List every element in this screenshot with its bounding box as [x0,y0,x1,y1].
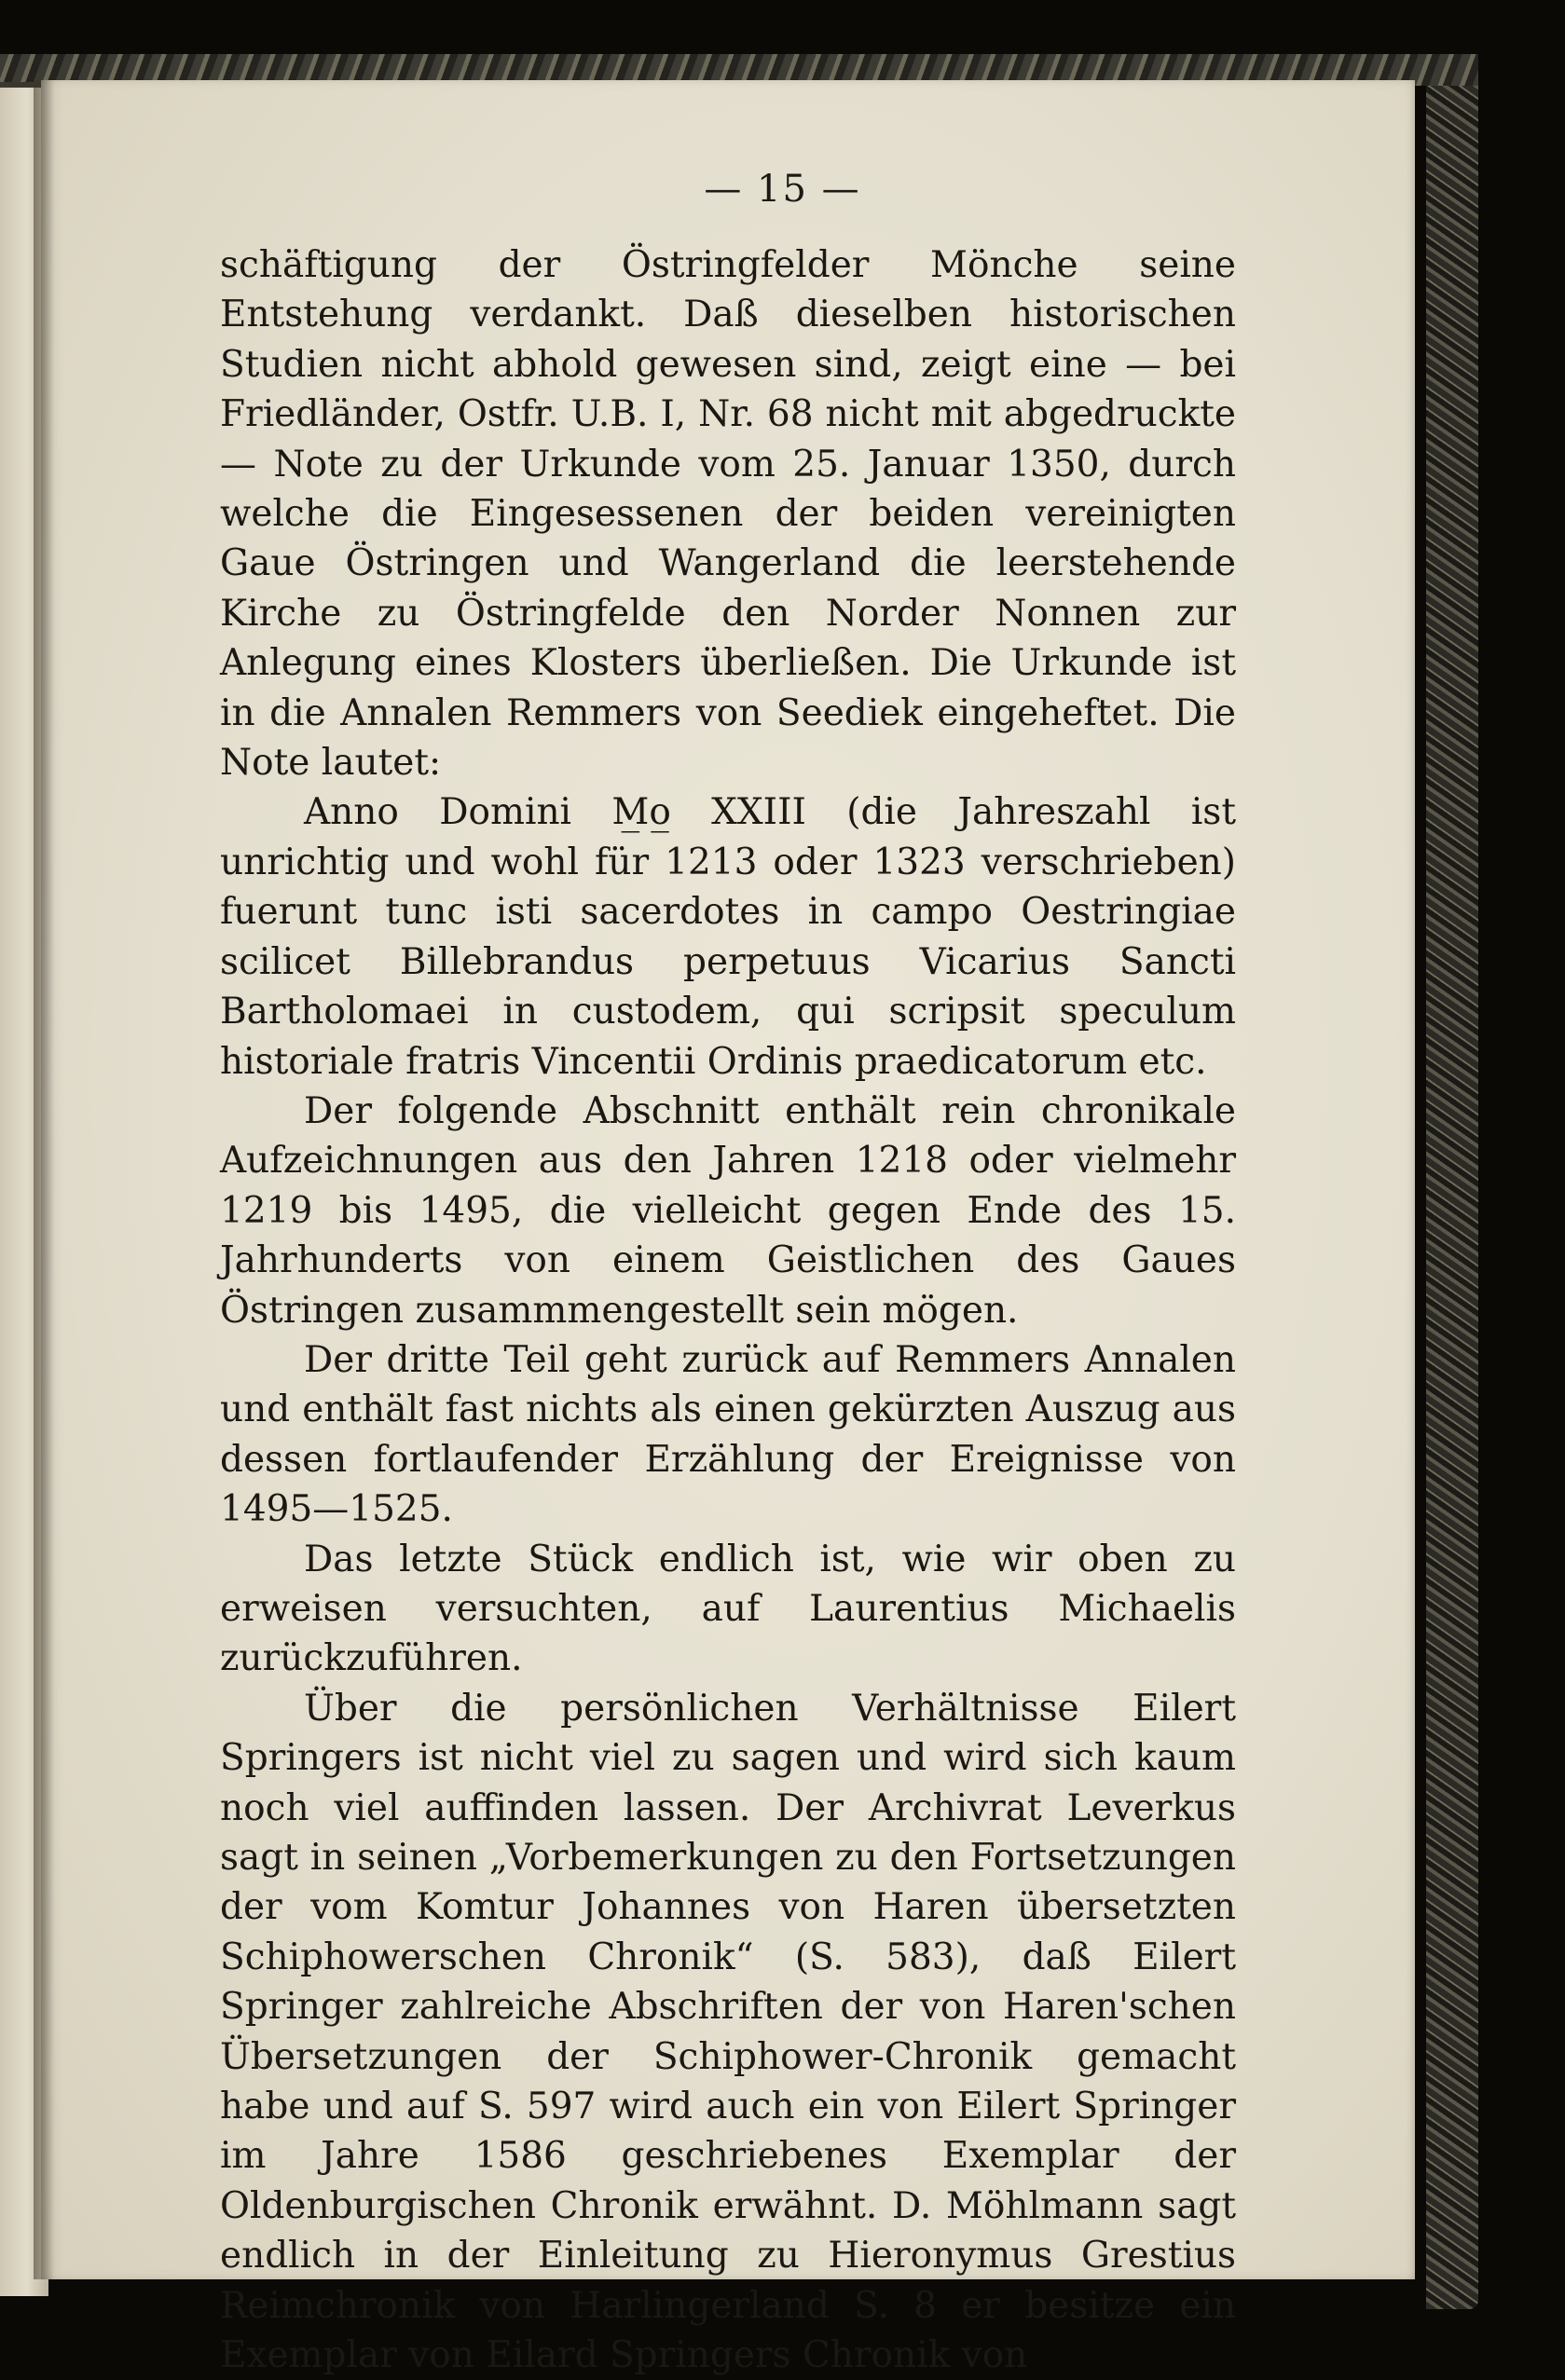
gutter-shadow [34,80,54,2279]
paragraph-1: schäftigung der Östringfelder Mönche seine Entstehung verdankt. Daß dieselben historischen Studien nicht abhold gewesen sind, zeigt eine — bei Friedländer, Ostfr. U.B. I, Nr. 68 nicht mit abgedruckte — Note zu der Urkunde vom 25. Januar 1350, durch welche die Eingesessenen der beiden vereinigten Gaue Östringen und Wangerland die leerstehende Kirche zu Östringfelde den Norder Nonnen zur Anlegung eines Klosters überließen. Die Urkunde ist in die Annalen Remmers von Seediek eingeheftet. Die Note lautet: [220,244,1236,785]
paragraph-6: Über die persönlichen Verhältnisse Eilert Springers ist nicht viel zu sagen und wird sich kaum noch viel auffinden lassen. Der Archivrat Leverkus sagt in seinen „Vorbemerkungen zu den Fortsetzungen der vom Komtur Johannes von Haren übersetzten Schiphowerschen Chronik“ (S. 583), daß Eilert Springer zahlreiche Abschriften der von Haren'schen Übersetzungen der Schiphower-Chronik gemacht habe und auf S. 597 wird auch ein von Eilert Springer im Jahre 1586 geschriebenes Exemplar der Oldenburgischen Chronik erwähnt. D. Möhlmann sagt endlich in der Einleitung zu Hieronymus Grestius Reimchronik von Harlingerland S. 8 er besitze ein Exemplar von Eilard Springers Chronik von [220,1687,1236,2377]
page-number: — 15 — [704,168,861,211]
body-text [220,240,1236,2380]
paragraph-latin-note: Anno Domini M̲o̲ XXIII (die Jahreszahl ist unrichtig und wohl für 1213 oder 1323 verschrieben) fuerunt tunc isti sacerdotes in campo Oestringiae scilicet Billebrandus perpetuus Vicarius Sancti Bartholomaei in custodem, qui scripsit speculum historiale fratris Vincentii Ordinis praedicatorum etc. [220,791,1236,1083]
paragraph-4: Der dritte Teil geht zurück auf Remmers Annalen und enthält fast nichts als einen gekürzten Auszug aus dessen fortlaufender Erzählung der Ereignisse von 1495—1525. [220,1338,1236,1531]
paragraph-3: Der folgende Abschnitt enthält rein chronikale Aufzeichnungen aus den Jahren 1218 oder vielmehr 1219 bis 1495, die vielleicht gegen Ende des 15. Jahrhunderts von einem Geistlichen des Gaues Östringen zusammmengestellt sein mögen. [220,1089,1236,1332]
paragraph-5: Das letzte Stück endlich ist, wie wir oben zu erweisen versuchten, auf Laurentius Michaelis zurückzuführen. [220,1538,1236,1680]
book-cover-edge [1426,54,1478,2309]
